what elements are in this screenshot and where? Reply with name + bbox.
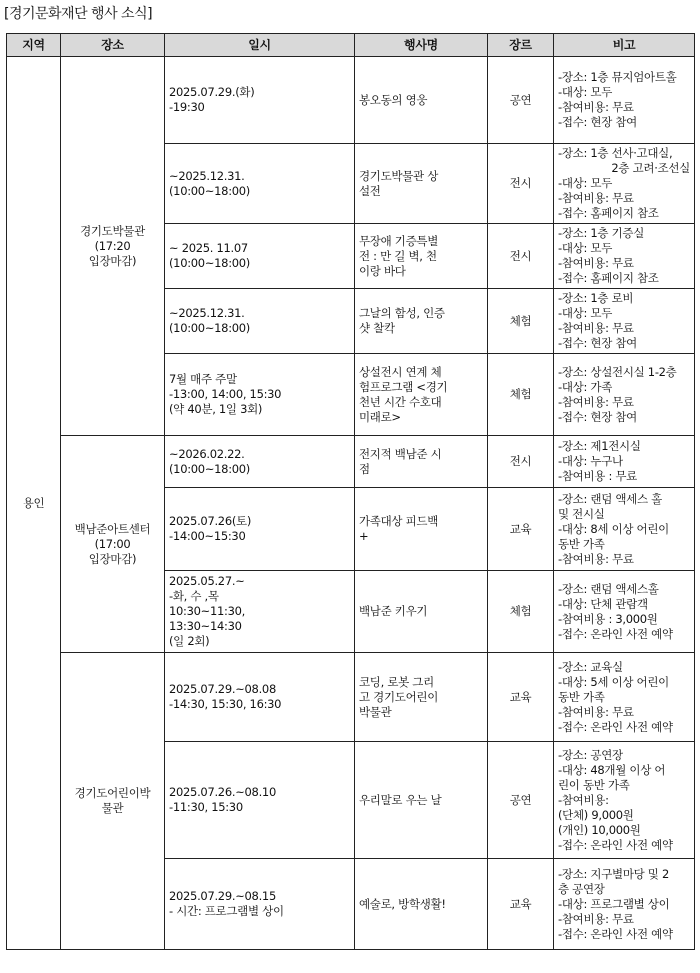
notes-line: -대상: 모두 [558,176,613,190]
genre-label: 체험 [509,313,532,328]
header-datetime: 일시 [165,34,355,57]
notes-line: -참여비용: 무료 [558,551,634,566]
datetime-line: (10:00~18:00) [169,461,250,476]
event-name-line: 그날의 함성, 인증 [359,306,445,320]
header-notes: 비고 [554,34,695,57]
notes-line: -대상: 모두 [558,241,613,255]
datetime-cell [165,224,355,289]
notes-line: -대상: 프로그램별 상이 [558,896,670,911]
notes-line: (단체) 9,000원 [558,807,634,822]
event-name-cell [355,224,488,289]
event-name-line: 경기도박물관 상 [359,168,439,183]
header-event-name: 행사명 [355,34,488,57]
document-title: [경기문화재단 행사 소식] [4,6,153,22]
table-header-row [7,34,695,57]
datetime-line: 7월 매주 주말 [169,372,237,386]
notes-line: -참여비용: [558,792,609,807]
notes-line: -참여비용: 무료 [558,704,634,719]
event-name-line: 샷 찰칵 [359,321,395,335]
event-name-cell [355,488,488,571]
genre-label: 체험 [509,604,532,618]
notes-line: 2층 고려·조선실 [611,161,690,175]
genre-label: 전시 [509,454,532,468]
event-name-line: + [359,529,369,543]
datetime-cell [165,436,355,488]
genre-cell [488,436,554,488]
event-name-line: 박물관 [359,704,392,719]
notes-line: -참여비용: 무료 [558,100,634,114]
notes-cell [554,224,695,289]
notes-line: -장소: 공연장 [558,747,623,762]
notes-line: -참여비용: 무료 [558,321,634,335]
notes-line: -장소: 지구별마당 및 2 [558,866,669,881]
notes-line: -장소: 1층 로비 [558,291,634,305]
notes-line: -대상: 5세 이상 어린이 [558,674,669,689]
event-name-line: 이랑 바다 [359,263,406,278]
event-name-line: 코딩, 로봇 그리 [359,674,434,689]
event-name-line: 백남준 키우기 [359,604,428,618]
venue-cell [61,436,165,653]
genre-cell [488,859,554,950]
region-label: 용인 [22,495,45,510]
notes-line: -장소: 상설전시실 1-2층 [558,364,677,379]
notes-line: -접수: 온라인 사전 예약 [558,626,673,641]
table-row [7,436,695,488]
venue-cell [61,653,165,950]
header-region: 지역 [7,34,61,57]
notes-line: -대상: 8세 이상 어린이 [558,521,669,536]
event-name-line: 상설전시 연계 체 [359,364,442,379]
notes-line: -참여비용: 무료 [558,191,634,205]
datetime-line: ~2025.12.31. [169,168,245,183]
genre-cell [488,742,554,859]
venue-name-line: 경기도어린이박 [74,786,151,800]
datetime-line: 2025.07.26.~08.10 [169,785,276,799]
notes-line: -대상: 모두 [558,306,613,320]
notes-cell [554,57,695,144]
event-name-line: 천년 시간 수호대 [359,394,442,409]
datetime-cell [165,859,355,950]
event-name-cell [355,571,488,653]
notes-line: -대상: 단체 관람객 [558,596,648,611]
event-name-line: 전 : 만 길 벽, 천 [359,248,437,263]
event-name-cell [355,742,488,859]
notes-line: -참여비용 : 무료 [558,469,637,483]
venue-name-line: 백남준아트센터 [74,521,151,536]
notes-line: -대상: 가족 [558,379,613,394]
genre-label: 교육 [509,896,532,911]
notes-cell [554,488,695,571]
datetime-line: -11:30, 15:30 [169,800,243,814]
genre-cell [488,354,554,436]
datetime-line: 2025.07.29.(화) [169,85,255,99]
genre-label: 전시 [509,248,532,263]
notes-line: -참여비용 : 3,000원 [558,611,658,626]
notes-line: -장소: 제1전시실 [558,439,641,453]
event-name-cell [355,436,488,488]
notes-cell [554,144,695,224]
event-name-cell [355,144,488,224]
notes-cell [554,859,695,950]
genre-label: 교육 [509,689,532,704]
datetime-line: - 시간: 프로그램별 상이 [169,904,284,918]
venue-name-line: 입장마감) [88,551,137,566]
datetime-line: (10:00~18:00) [169,256,250,270]
event-name-line: 설전 [359,183,381,198]
datetime-line: ~2026.02.22. [169,446,245,461]
notes-line: -장소: 교육실 [558,659,623,674]
event-name-line: 고 경기도어린이 [359,689,439,704]
datetime-cell [165,289,355,354]
event-name-line: 봉오동의 영웅 [359,92,428,107]
header-venue: 장소 [61,34,165,57]
venue-name-line: 경기도박물관 [80,223,145,238]
event-name-line: 미래로> [359,409,401,424]
genre-cell [488,144,554,224]
datetime-line: -14:30, 15:30, 16:30 [169,697,282,711]
datetime-line: 2025.07.26(토) [169,514,252,528]
genre-cell [488,57,554,144]
event-name-cell [355,289,488,354]
datetime-line: 13:30~14:30 [169,619,242,633]
events-table [6,33,695,950]
region-cell [7,57,61,950]
notes-line: -접수: 홈페이지 참조 [558,271,659,285]
datetime-line: (일 2회) [169,634,210,648]
datetime-cell [165,354,355,436]
datetime-line: -19:30 [169,100,205,114]
datetime-line: 10:30~11:30, [169,604,245,618]
notes-line: -장소: 랜덤 액세스홀 [558,581,659,596]
genre-label: 체험 [509,387,532,401]
genre-label: 전시 [509,176,532,190]
datetime-line: -14:00~15:30 [169,529,246,543]
notes-line: -장소: 1층 뮤지엄아트홀 [558,70,677,84]
notes-line: -장소: 1층 기증실 [558,226,645,240]
venue-cell [61,57,165,436]
notes-cell [554,742,695,859]
event-name-line: 예술로, 방학생활! [359,896,446,911]
event-name-line: 험프로그램 <경기 [359,379,448,394]
event-name-line: 전지적 백남준 시 [359,446,442,461]
notes-cell [554,436,695,488]
event-name-cell [355,653,488,742]
genre-label: 공연 [509,92,532,107]
genre-label: 공연 [509,792,532,807]
notes-line: -대상: 48개월 이상 어 [558,762,666,777]
event-name-cell [355,57,488,144]
notes-line: -접수: 홈페이지 참조 [558,206,659,220]
genre-cell [488,653,554,742]
notes-line: -참여비용: 무료 [558,256,634,270]
venue-name-line: (17:20 [94,238,131,253]
notes-cell [554,289,695,354]
datetime-line: (약 40분, 1일 3회) [169,402,263,416]
event-name-cell [355,354,488,436]
event-name-cell [355,859,488,950]
venue-name-line: 물관 [101,801,124,815]
notes-line: -접수: 현장 참여 [558,409,637,424]
event-name-line: 점 [359,461,370,476]
genre-label: 교육 [509,521,532,536]
genre-cell [488,571,554,653]
notes-line: 및 전시실 [558,506,605,521]
datetime-cell [165,57,355,144]
event-name-line: 무장애 기증특별 [359,233,439,248]
datetime-line: ~2025.12.31. [169,306,245,320]
notes-cell [554,571,695,653]
notes-line: -접수: 현장 참여 [558,115,637,129]
header-genre: 장르 [488,34,554,57]
notes-line: 동반 가족 [558,689,605,704]
datetime-line: 2025.05.27.~ [169,574,245,588]
genre-cell [488,289,554,354]
notes-line: (개인) 10,000원 [558,822,641,837]
genre-cell [488,488,554,571]
datetime-line: -13:00, 14:00, 15:30 [169,387,282,401]
notes-cell [554,653,695,742]
venue-name-line: 입장마감) [88,253,137,268]
notes-line: -접수: 온라인 사전 예약 [558,837,673,852]
table-row [7,57,695,144]
datetime-line: 2025.07.29.~08.08 [169,682,276,696]
event-name-line: 우리말로 우는 날 [359,792,442,807]
notes-cell [554,354,695,436]
notes-line: -대상: 누구나 [558,454,623,468]
notes-line: -참여비용: 무료 [558,911,634,926]
datetime-cell [165,571,355,653]
notes-line: 린이 동반 가족 [558,777,630,792]
datetime-line: (10:00~18:00) [169,183,250,198]
datetime-cell [165,653,355,742]
datetime-cell [165,742,355,859]
table-row [7,653,695,742]
notes-line: -장소: 랜덤 액세스 홀 [558,491,662,506]
datetime-cell [165,144,355,224]
genre-cell [488,224,554,289]
notes-line: 동반 가족 [558,536,605,551]
datetime-line: ~ 2025. 11.07 [169,241,248,255]
notes-line: -대상: 모두 [558,85,613,99]
venue-name-line: (17:00 [94,536,131,551]
notes-line: -접수: 온라인 사전 예약 [558,926,673,941]
notes-line: -접수: 온라인 사전 예약 [558,719,673,734]
notes-line: -참여비용: 무료 [558,394,634,409]
event-name-line: 가족대상 피드백 [359,514,439,528]
notes-line: 층 공연장 [558,881,605,896]
datetime-cell [165,488,355,571]
datetime-line: (10:00~18:00) [169,321,250,335]
notes-line: -접수: 현장 참여 [558,336,637,350]
datetime-line: -화, 수 ,목 [169,589,219,603]
datetime-line: 2025.07.29.~08.15 [169,889,276,903]
notes-line: -장소: 1층 선사·고대실, [558,146,673,160]
